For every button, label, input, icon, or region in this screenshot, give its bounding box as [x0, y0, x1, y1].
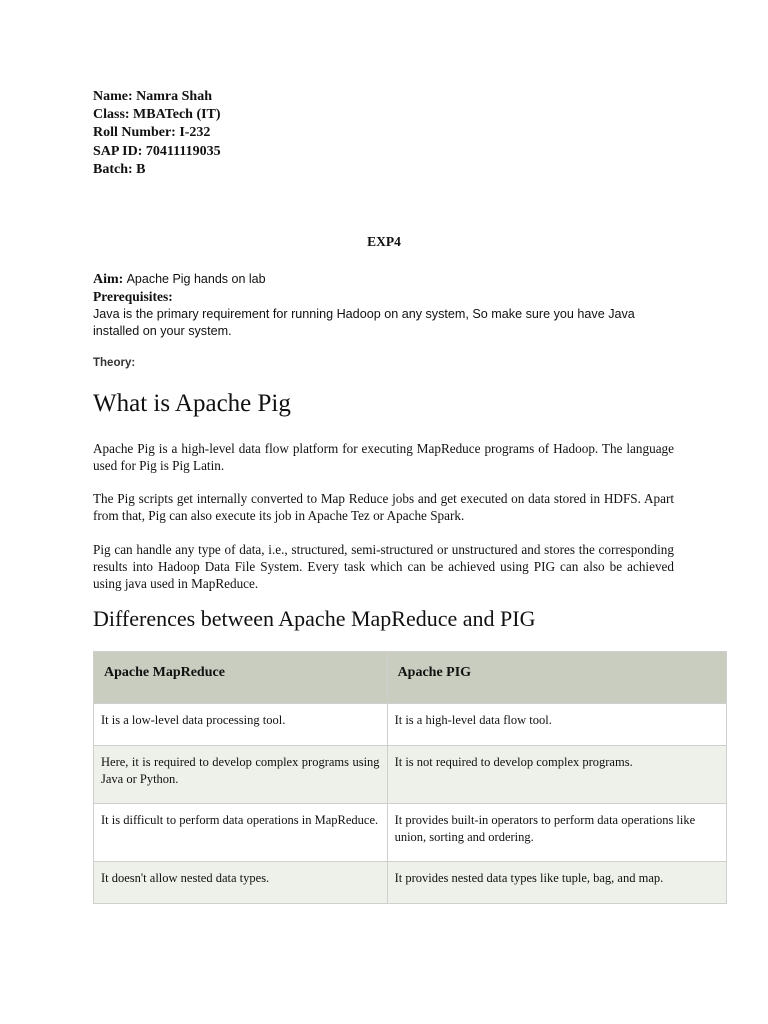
table-cell: It provides built-in operators to perform data operations like union, sorting and ordering. — [387, 804, 726, 862]
comparison-table — [93, 651, 727, 904]
aim-line — [93, 270, 683, 288]
prerequisites-label: Prerequisites: — [93, 289, 173, 304]
table-row — [94, 862, 727, 904]
column-header: Apache PIG — [387, 652, 726, 704]
student-name: Name: Namra Shah — [93, 89, 212, 104]
experiment-title: EXP4 — [367, 234, 401, 249]
section-heading-differences: Differences between Apache MapReduce and PIG — [93, 606, 536, 631]
table-row — [94, 704, 727, 746]
prerequisites-text: Java is the primary requirement for running Hadoop on any system, So make sure you have Java installed on your system. — [93, 307, 635, 338]
roll-number: Roll Number: I-232 — [93, 125, 211, 141]
theory-label: Theory: — [93, 357, 136, 369]
table-cell: It is a high-level data flow tool. — [387, 704, 726, 746]
aim-label: Aim: — [93, 272, 124, 287]
table-row — [94, 746, 727, 804]
batch: Batch: B — [93, 161, 146, 177]
table-cell: It is difficult to perform data operations in MapReduce. — [94, 804, 388, 862]
column-header: Apache MapReduce — [94, 652, 388, 704]
table-header-row — [94, 652, 727, 704]
table-cell: Here, it is required to develop complex programs using Java or Python. — [94, 746, 388, 804]
aim-text: Apache Pig hands on lab — [126, 272, 266, 286]
table-cell: It doesn't allow nested data types. — [94, 862, 388, 904]
table-cell: It is a low-level data processing tool. — [94, 704, 388, 746]
table-cell: It is not required to develop complex programs. — [387, 746, 726, 804]
paragraph: The Pig scripts get internally converted to Map Reduce jobs and get executed on data stored in HDFS. Apart from that, Pig can also execute its job in Apache Tez or Apache Spark. — [93, 491, 674, 523]
student-info — [93, 88, 221, 179]
sap-id: SAP ID: 70411119035 — [93, 143, 221, 159]
table-row — [94, 804, 727, 862]
table-cell: It provides nested data types like tuple, bag, and map. — [387, 862, 726, 904]
paragraph: Pig can handle any type of data, i.e., structured, semi-structured or unstructured and stores the corresponding results into Hadoop Data File System. Every task which can be achieved using PIG can also be achieved using java used in MapReduce. — [93, 542, 674, 591]
section-heading-what-is-pig: What is Apache Pig — [93, 390, 291, 417]
student-class: Class: MBATech (IT) — [93, 107, 221, 123]
paragraph: Apache Pig is a high-level data flow platform for executing MapReduce programs of Hadoop. The language used for Pig is Pig Latin. — [93, 441, 674, 473]
